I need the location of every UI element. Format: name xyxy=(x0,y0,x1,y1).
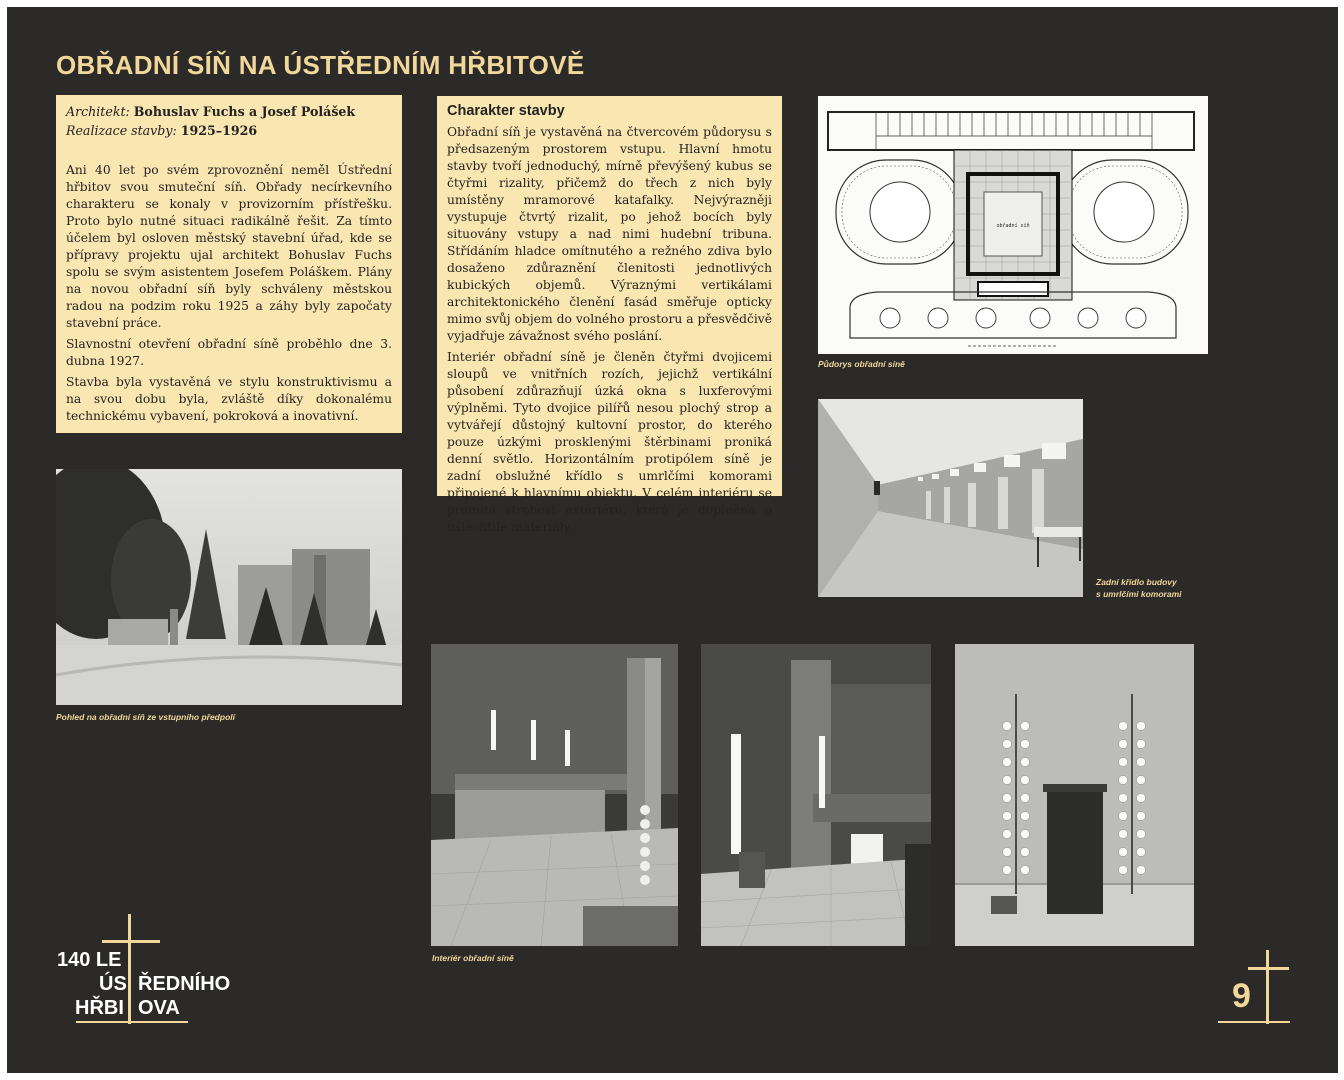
exterior-caption: Pohled na obřadní síň ze vstupního předpolí xyxy=(56,712,235,722)
logo-line-3b: OVA xyxy=(138,997,180,1019)
character-heading: Charakter stavby xyxy=(447,103,565,119)
realization-years: 1925–1926 xyxy=(180,123,258,138)
floorplan-image xyxy=(818,96,1208,354)
intro-paragraph: Ani 40 let po svém zprovoznění neměl Ústřední hřbitov svou smuteční síň. Obřady necírkevního charakteru se konaly v provizorním přístřešku. Proto bylo nutné situaci radikálně řešit. Za tímto účelem byl osloven městský stavební úřad, kde se přípravy projektu ujal architekt Bohuslav Fuchs spolu se svým asistentem Josefem Poláškem. Plány na novou obřadní síň byly schváleny městskou radou na podzim roku 1925 a záhy byly započaty stavební práce. xyxy=(66,163,392,330)
architect-label: Architekt: xyxy=(66,104,130,119)
logo-cross-horizontal xyxy=(102,940,160,943)
architect-line xyxy=(66,102,392,121)
realization-line xyxy=(66,121,392,140)
wing-caption-line: s umrlčími komorami xyxy=(1096,589,1182,599)
logo-line-3a: HŘBI xyxy=(75,997,124,1019)
realization-label: Realizace stavby: xyxy=(66,123,177,138)
page-cross-vertical xyxy=(1266,950,1269,1024)
page-cross-horizontal xyxy=(1248,967,1289,970)
architect-name: Bohuslav Fuchs a Josef Polášek xyxy=(133,104,356,119)
character-box xyxy=(437,96,782,534)
page-underline xyxy=(1218,1021,1290,1023)
page-number: 9 xyxy=(1232,977,1251,1015)
interior-photo-2 xyxy=(701,644,931,946)
character-paragraph: Obřadní síň je vystavěná na čtvercovém půdorysu s předsazeným prostorem vstupu. Hlavní hmotu stavby tvoří jednoduchý, mírně převýšený kubus se čtyřmi rizality, přičemž do třech z nich byly umístěny mramorové katafalky. Nejvýrazněji vystupuje čtvrtý rizalit, po jehož bocích byly situovány vstupy a nad nimi hudební tribuna. Střídáním hladce omítnutého a režného zdiva bylo dosaženo zdůraznění členitosti jednotlivých kubických objemů. Výraznými vertikálami architektonického členění fasád směřuje opticky mimo svůj objem do volného prostoru a přesvědčivě vyjadřuje závažnost svého poslání. xyxy=(447,125,772,343)
intro-paragraph: Stavba byla vystavěná ve stylu konstruktivismu a na svou dobu byla, zvláště díky dokonalému technickému vybavení, pokroková a inovativní. xyxy=(66,375,392,423)
floorplan-caption: Půdorys obřadní síně xyxy=(818,359,905,369)
page-title: OBŘADNÍ SÍŇ NA ÚSTŘEDNÍM HŘBITOVĚ xyxy=(56,50,585,80)
intro-paragraph: Slavnostní otevření obřadní síně proběhlo dne 3. dubna 1927. xyxy=(66,337,392,368)
logo-cross-vertical xyxy=(128,914,131,1024)
logo-underline xyxy=(76,1021,188,1023)
interior-photo-3 xyxy=(955,644,1194,946)
exterior-photo xyxy=(56,469,402,705)
interior-caption: Interiér obřadní síně xyxy=(432,953,514,963)
wing-caption xyxy=(1096,576,1182,600)
wing-photo xyxy=(818,399,1083,597)
interior-photo-1 xyxy=(431,644,678,946)
intro-box xyxy=(56,95,402,433)
wing-caption-line: Zadní křídlo budovy xyxy=(1096,577,1177,587)
logo-line-2b: ŘEDNÍHO xyxy=(138,973,231,995)
logo-line-1: 140 LE xyxy=(57,949,122,971)
logo-line-2a: ÚS xyxy=(99,973,127,995)
character-paragraph: Interiér obřadní síně je členěn čtyřmi dvojicemi sloupů ve vnitřních rozích, jejichž vertikální působení zdůrazňují úzká okna s luxferovými výplněmi. Tyto dvojice pilířů nesou plochý strop a vytvářejí důstojný kultovní prostor, do kterého pouze úzkými prosklenými štěrbinami proniká denní světlo. Horizontálním protipólem síně je zadní obslužné křídlo s umrlčími komorami připojené k hlavnímu objektu. V celém interiéru se promítá strohost exteriéru, která je doplněna o ušlechtilé materiály. xyxy=(447,350,772,534)
plan-hall-label: obřadní síň xyxy=(996,223,1030,229)
